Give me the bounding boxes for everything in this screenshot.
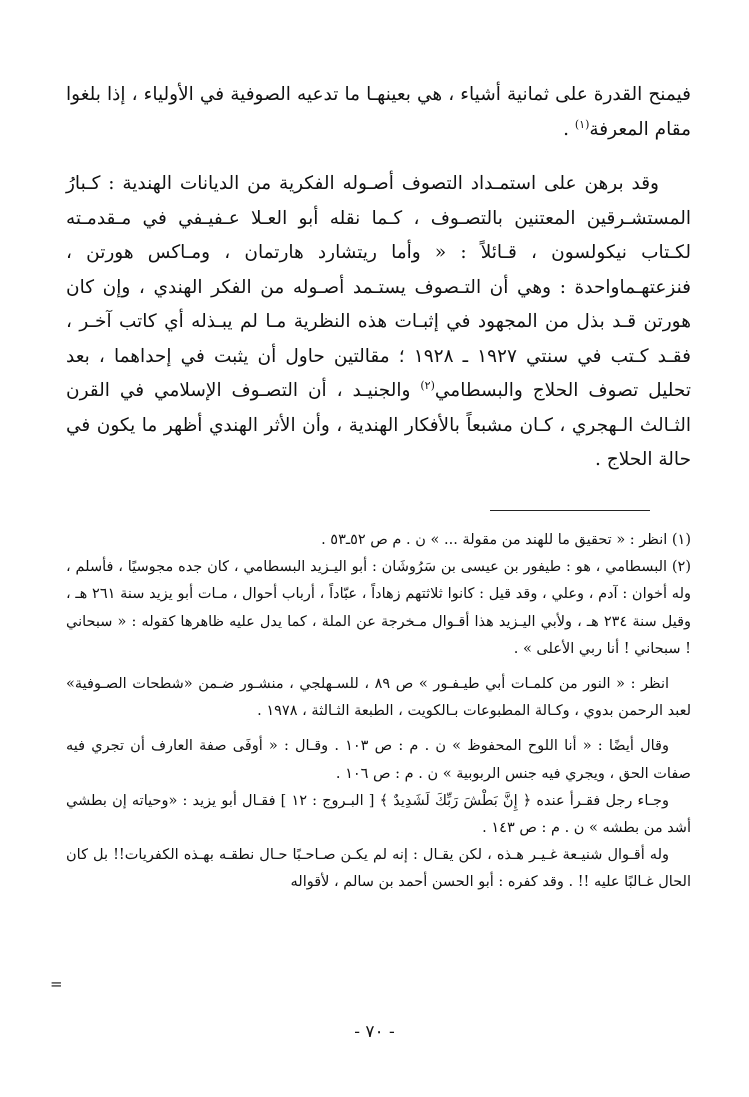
paragraph-1 [66, 78, 691, 147]
footnote-ref-1: (١) [574, 117, 590, 131]
footnote-2: (٢) البسطامي ، هو : طيفور بن عيسى بن سَرُوشَان : أبو اليـزيد البسطامي ، كان جده مجوسيًا ، فأسلم ، وله أخوان : آدم ، وعلي ، وقد قيل : كانوا ثلاثتهم زهاداً ، عبّاداً ، أرباب أحوال ، مـات أبو يزيد سنة ٢٦١ هـ ، وقيل سنة ٢٣٤ هـ ، ولأبي اليـزيد هذا أقـوال مـخرجة عن الملة ، كما يدل عليه ظاهرها كقوله : « سبحاني ! سبحاني ! أنا ربي الأعلى » . [66, 559, 692, 657]
footnote-2-comment: وله أقـوال شنيـعة غـيـر هـذه ، لكن يقـال : إنه لم يكـن صـاحـبًا حـال نطقـه بهـذه الكفريات!! بل كان الحال غـالبًا عليه !! . وقد كفره : أبو الحسن أحمد بن سالم ، لأقواله [66, 847, 691, 891]
footnotes [66, 527, 691, 897]
paragraph-2-text-a: وقد برهن على استمـداد التصوف أصـوله الفكرية من الديانات الهندية : كـبارُ المستشـرقين المعتنين بالتصـوف ، كـما نقله أبو العـلا عـفيـفي في مـقدمـته لكـتاب نيكولسون ، قـائلاً : « وأما ريتشارد هارتمان ، ومـاكس هورتن ، فنزعتهـماواحدة : وهي أن التـصوف يستـمد أصـوله من الفكر الهندي ، وإن كان هورتن قـد بذل من المجهود في إثبـات هذه النظرية مـا لم يبـذله أي كاتب آخـر ، فقـد كـتب في سنتي ١٩٢٧ ـ ١٩٢٨ ؛ مقالتين حاول أن يثبت في إحداهما ، بعد تحليل تصوف الحلاج والبسطامي [66, 173, 691, 401]
footnote-2-quote-2: وجـاء رجل فقـرأ عنده ﴿ إِنَّ بَطْشَ رَبِّكَ لَشَدِيدٌ ﴾ [ البـروج : ١٢ ] فقـال أبو يزيد : «وحياته إن بطشي أشد من بطشه » ن . م : ص ١٤٣ . [66, 792, 691, 837]
paragraph-2 [66, 167, 691, 478]
continuation-mark: = [50, 975, 63, 993]
footnote-separator [490, 510, 650, 511]
paragraph-1-text: فيمنح القدرة على ثمانية أشياء ، هي بعينهـا ما تدعيه الصوفية في الأولياء ، إذا بلغوا مقام المعرفة [66, 84, 691, 140]
footnote-1: (١) انظر : « تحقيق ما للهند من مقولة ... » ن . م ص ٥٢ـ٥٣ . [321, 532, 691, 548]
main-text [66, 78, 691, 478]
footnote-2-quote-1: وقال أيضًا : « أنا اللوح المحفوظ » ن . م : ص ١٠٣ . وقـال : « أوفَى صفة العارف أن تجري فيه صفات الحق ، ويجري فيه جنس الربوبية » ن . م : ص ١٠٦ . [66, 738, 691, 782]
footnote-ref-2: (٢) [420, 378, 435, 392]
page-number: - ٧٠ - [354, 1022, 395, 1042]
paragraph-1-end: . [563, 118, 575, 140]
footnote-2-source: انظر : « النور من كلمـات أبي طيـفـور » ص ٨٩ ، للسـهلجي ، منشـور ضـمن «شطحات الصـوفية» لعبد الرحمن بدوي ، وكـالة المطبوعات بـالكويت ، الطبعة الثـالثة ، ١٩٧٨ . [66, 676, 691, 720]
paragraph-2-text-b: والجنيـد ، أن التصـوف الإسلامي في القرن الثـالث الـهجري ، كـان مشبعاً بالأفكار الهندية ، وأن الأثر الهندي أظهر ما يكون في حالة الحلاج . [66, 380, 691, 470]
